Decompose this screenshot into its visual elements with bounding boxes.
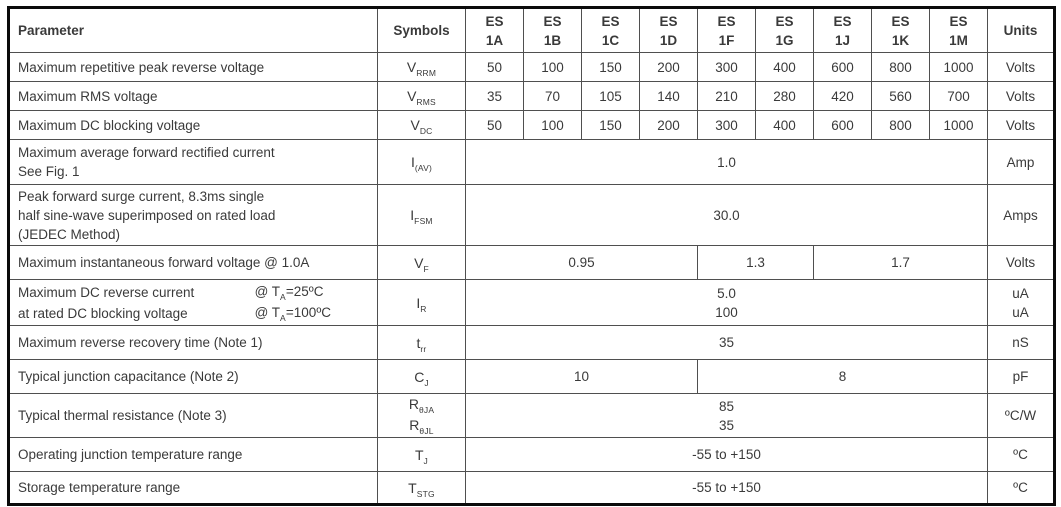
- param-line: (JEDEC Method): [18, 226, 121, 242]
- unit-line: uA: [1012, 304, 1029, 320]
- value-cell: 100: [524, 111, 582, 140]
- col-header-symbols: Symbols: [378, 8, 466, 53]
- value-cell: 280: [756, 82, 814, 111]
- value-cell-span: [466, 280, 988, 326]
- model-line: 1J: [834, 32, 851, 48]
- symbol-base: R: [409, 416, 420, 433]
- model-line: ES: [543, 13, 562, 29]
- condition-post: =100ºC: [285, 304, 331, 320]
- param-label: [9, 140, 378, 185]
- col-header-es1k: [872, 8, 930, 53]
- symbol-cell: [378, 326, 466, 360]
- value-cell: 400: [756, 53, 814, 82]
- symbol-cell: [378, 360, 466, 394]
- value-cell: 200: [640, 111, 698, 140]
- value-cell: 50: [466, 111, 524, 140]
- param-line: See Fig. 1: [18, 164, 80, 179]
- symbol-cell: [378, 472, 466, 505]
- condition-text: [255, 282, 331, 303]
- symbol-subscript: DC: [419, 126, 433, 136]
- value-cell: 600: [814, 53, 872, 82]
- value-line: 35: [718, 417, 735, 433]
- unit-cell: ºC: [988, 438, 1055, 472]
- symbol-cell: [378, 246, 466, 280]
- symbol-subscript: F: [423, 263, 429, 274]
- symbol-subscript: RRM: [416, 68, 437, 78]
- model-line: 1M: [949, 32, 968, 48]
- symbol-cell: [378, 394, 466, 438]
- row-iav: [9, 140, 1055, 185]
- col-header-es1c: [582, 8, 640, 53]
- condition-subscript: A: [280, 291, 286, 302]
- model-line: 1G: [775, 32, 794, 48]
- value-cell: 800: [872, 111, 930, 140]
- value-cell: 1000: [930, 111, 988, 140]
- symbol-subscript: J: [423, 455, 428, 466]
- value-cell: 1000: [930, 53, 988, 82]
- value-line: 100: [715, 304, 738, 320]
- unit-cell: Volts: [988, 53, 1055, 82]
- symbol-subscript: FSM: [414, 216, 433, 226]
- ratings-table: [7, 6, 1056, 506]
- unit-cell: Volts: [988, 82, 1055, 111]
- symbol-base: V: [414, 254, 424, 271]
- param-line: Maximum DC reverse current: [18, 284, 195, 300]
- model-line: 1D: [659, 32, 678, 48]
- value-cell: 150: [582, 111, 640, 140]
- param-label: Maximum RMS voltage: [9, 82, 378, 111]
- symbol-subscript: θJL: [419, 425, 434, 436]
- value-cell: 560: [872, 82, 930, 111]
- row-vrms: [9, 82, 1055, 111]
- param-label: Storage temperature range: [9, 472, 378, 505]
- condition-text: [255, 303, 331, 324]
- col-header-es1d: [640, 8, 698, 53]
- symbol-base: t: [416, 334, 421, 351]
- model-line: ES: [775, 13, 794, 29]
- condition-pre: @ T: [254, 304, 281, 320]
- unit-line: uA: [1012, 285, 1029, 301]
- param-line: Maximum average forward rectified current: [18, 145, 275, 160]
- symbol-base: I: [410, 154, 415, 170]
- symbol-cell: [378, 111, 466, 140]
- symbol-base: T: [414, 446, 424, 463]
- value-cell-span: 1.0: [466, 140, 988, 185]
- col-header-es1f: [698, 8, 756, 53]
- param-line: Peak forward surge current, 8.3ms single: [18, 188, 265, 204]
- param-condition-grid: [18, 282, 373, 324]
- symbol-subscript: R: [420, 303, 427, 314]
- value-cell: 105: [582, 82, 640, 111]
- value-cell-span: 30.0: [466, 185, 988, 246]
- symbol-cell: [378, 82, 466, 111]
- col-header-units: Units: [988, 8, 1055, 53]
- symbol-subscript: θJA: [418, 404, 435, 415]
- symbol-line: [378, 416, 465, 437]
- model-line: ES: [891, 13, 910, 29]
- value-line: 5.0: [717, 285, 736, 301]
- value-cell-span: 10: [466, 360, 698, 394]
- value-cell: 200: [640, 53, 698, 82]
- col-header-es1a: [466, 8, 524, 53]
- row-ir: [9, 280, 1055, 326]
- row-vf: [9, 246, 1055, 280]
- model-line: ES: [601, 13, 620, 29]
- row-tj: [9, 438, 1055, 472]
- value-cell: 150: [582, 53, 640, 82]
- param-label: Maximum reverse recovery time (Note 1): [9, 326, 378, 360]
- model-line: ES: [717, 13, 736, 29]
- symbol-subscript: STG: [416, 488, 435, 499]
- value-cell: 800: [872, 53, 930, 82]
- model-line: 1F: [718, 32, 735, 48]
- value-cell: 50: [466, 53, 524, 82]
- unit-cell: ºC/W: [988, 394, 1055, 438]
- model-line: ES: [485, 13, 504, 29]
- row-trr: [9, 326, 1055, 360]
- value-cell-span: [466, 394, 988, 438]
- unit-cell: Volts: [988, 111, 1055, 140]
- value-cell-span: 0.95: [466, 246, 698, 280]
- value-cell: 210: [698, 82, 756, 111]
- symbol-cell: [378, 185, 466, 246]
- symbol-subscript: RMS: [416, 97, 436, 107]
- symbol-cell: [378, 140, 466, 185]
- value-cell-span: -55 to +150: [466, 472, 988, 505]
- value-line: 85: [718, 398, 735, 414]
- model-line: 1A: [485, 32, 504, 48]
- value-cell: 400: [756, 111, 814, 140]
- param-label: Maximum repetitive peak reverse voltage: [9, 53, 378, 82]
- value-cell: 70: [524, 82, 582, 111]
- unit-cell: Amp: [988, 140, 1055, 185]
- condition-post: =25ºC: [285, 283, 324, 299]
- symbol-base: I: [416, 294, 421, 311]
- value-cell-span: 35: [466, 326, 988, 360]
- symbol-cell: [378, 438, 466, 472]
- model-line: 1C: [601, 32, 620, 48]
- row-ifsm: [9, 185, 1055, 246]
- model-line: ES: [833, 13, 852, 29]
- param-line: at rated DC blocking voltage: [18, 305, 188, 321]
- symbol-subscript: rr: [420, 343, 427, 354]
- symbol-base: T: [408, 479, 417, 496]
- param-label: Typical junction capacitance (Note 2): [9, 360, 378, 394]
- symbol-base: V: [407, 88, 417, 104]
- model-line: 1B: [543, 32, 562, 48]
- value-cell: 100: [524, 53, 582, 82]
- value-cell: 600: [814, 111, 872, 140]
- unit-cell: nS: [988, 326, 1055, 360]
- col-header-es1j: [814, 8, 872, 53]
- symbol-subscript: (AV): [414, 163, 433, 173]
- col-header-es1m: [930, 8, 988, 53]
- value-cell-span: 1.7: [814, 246, 988, 280]
- model-line: ES: [659, 13, 678, 29]
- symbol-base: V: [410, 117, 420, 133]
- row-cj: [9, 360, 1055, 394]
- unit-cell: ºC: [988, 472, 1055, 505]
- value-cell-span: -55 to +150: [466, 438, 988, 472]
- value-cell: 35: [466, 82, 524, 111]
- unit-cell: Amps: [988, 185, 1055, 246]
- model-line: ES: [949, 13, 968, 29]
- symbol-base: R: [408, 395, 419, 412]
- value-cell-span: 8: [698, 360, 988, 394]
- value-cell-span: 1.3: [698, 246, 814, 280]
- col-header-parameter: Parameter: [9, 8, 378, 53]
- param-label: [9, 185, 378, 246]
- row-thermal-resistance: [9, 394, 1055, 438]
- value-cell: 300: [698, 111, 756, 140]
- param-label: [9, 280, 378, 326]
- value-cell: 300: [698, 53, 756, 82]
- value-cell: 420: [814, 82, 872, 111]
- symbol-base: I: [410, 207, 415, 223]
- row-vrrm: [9, 53, 1055, 82]
- symbol-base: V: [406, 59, 417, 75]
- condition-subscript: A: [280, 312, 286, 323]
- col-header-es1g: [756, 8, 814, 53]
- symbol-cell: [378, 53, 466, 82]
- col-header-es1b: [524, 8, 582, 53]
- param-line: half sine-wave superimposed on rated load: [18, 207, 276, 223]
- row-vdc: [9, 111, 1055, 140]
- symbol-subscript: J: [424, 377, 429, 388]
- symbol-base: C: [414, 368, 425, 385]
- symbol-cell: [378, 280, 466, 326]
- value-cell: 140: [640, 82, 698, 111]
- param-label: Maximum instantaneous forward voltage @ 1.0A: [9, 246, 378, 280]
- symbol-line: [378, 395, 465, 416]
- param-label: Operating junction temperature range: [9, 438, 378, 472]
- unit-cell: Volts: [988, 246, 1055, 280]
- row-tstg: [9, 472, 1055, 505]
- model-line: 1K: [891, 32, 910, 48]
- unit-cell: pF: [988, 360, 1055, 394]
- param-label: Maximum DC blocking voltage: [9, 111, 378, 140]
- value-cell: 700: [930, 82, 988, 111]
- condition-pre: @ T: [254, 283, 281, 299]
- header-row: [9, 8, 1055, 53]
- unit-cell: [988, 280, 1055, 326]
- param-label: Typical thermal resistance (Note 3): [9, 394, 378, 438]
